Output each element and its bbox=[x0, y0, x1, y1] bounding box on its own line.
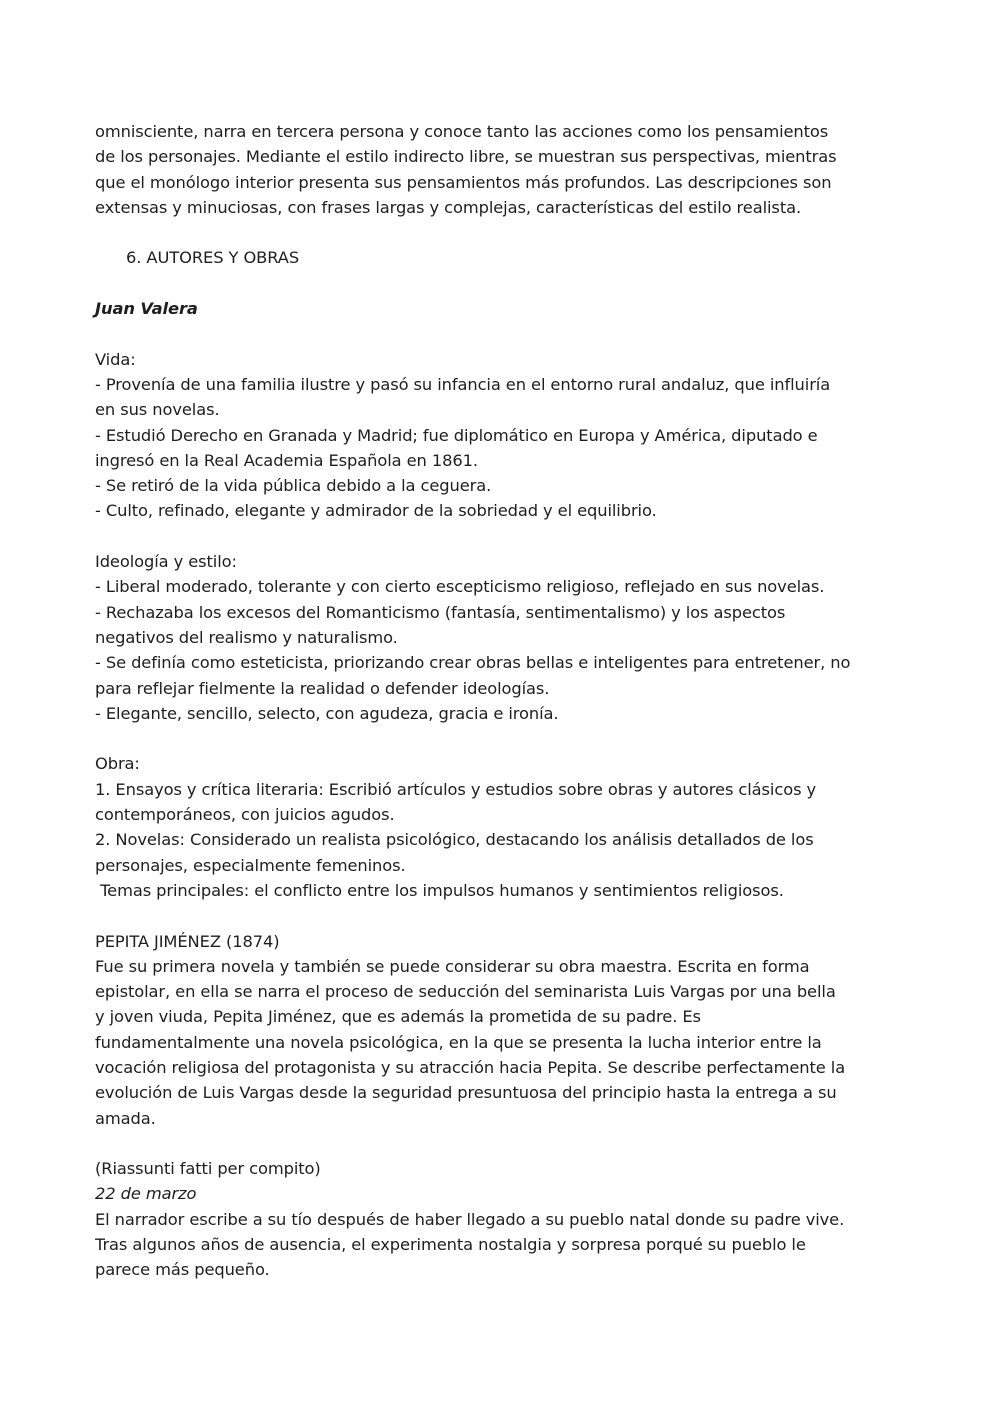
pepita-title: PEPITA JIMÉNEZ (1874) bbox=[95, 931, 280, 951]
entry-date: 22 de marzo bbox=[95, 1184, 197, 1204]
text-line: de los personajes. Mediante el estilo indirecto libre, se muestran sus perspectivas, mientras bbox=[95, 147, 837, 167]
obra-section bbox=[95, 751, 915, 903]
spacer bbox=[95, 321, 915, 346]
section-heading: 6. AUTORES Y OBRAS bbox=[126, 248, 300, 268]
text-line: negativos del realismo y naturalismo. bbox=[95, 627, 398, 647]
ideologia-title: Ideología y estilo: bbox=[95, 552, 237, 572]
intro-paragraph bbox=[95, 119, 915, 220]
text-line: contemporáneos, con juicios agudos. bbox=[95, 805, 395, 825]
text-line: - Rechazaba los excesos del Romanticismo (fantasía, sentimentalismo) y los aspectos bbox=[95, 602, 786, 622]
ideologia-section bbox=[95, 549, 915, 726]
text-line: - Provenía de una familia ilustre y pasó su infancia en el entorno rural andaluz, que influiría bbox=[95, 374, 831, 394]
text-line: - Elegante, sencillo, selecto, con agudeza, gracia e ironía. bbox=[95, 703, 559, 723]
riassunti-section bbox=[95, 1156, 915, 1282]
text-line: - Culto, refinado, elegante y admirador de la sobriedad y el equilibrio. bbox=[95, 501, 657, 521]
text-line: vocación religiosa del protagonista y su atracción hacia Pepita. Se describe perfectamente la bbox=[95, 1057, 846, 1077]
spacer bbox=[95, 271, 915, 296]
text-line: en sus novelas. bbox=[95, 400, 220, 420]
text-line: 2. Novelas: Considerado un realista psicológico, destacando los análisis detallados de los bbox=[95, 830, 814, 850]
text-line: fundamentalmente una novela psicológica, en la que se presenta la lucha interior entre la bbox=[95, 1032, 822, 1052]
spacer bbox=[95, 726, 915, 751]
text-line: Fue su primera novela y también se puede considerar su obra maestra. Escrita en forma bbox=[95, 956, 810, 976]
text-line: ingresó en la Real Academia Española en 1861. bbox=[95, 450, 478, 470]
text-line: - Estudió Derecho en Granada y Madrid; fue diplomático en Europa y América, diputado e bbox=[95, 425, 818, 445]
spacer bbox=[95, 1131, 915, 1156]
text-line: evolución de Luis Vargas desde la seguridad presuntuosa del principio hasta la entrega a su bbox=[95, 1083, 837, 1103]
text-line: - Liberal moderado, tolerante y con cierto escepticismo religioso, reflejado en sus novelas. bbox=[95, 577, 825, 597]
text-line: omnisciente, narra en tercera persona y conoce tanto las acciones como los pensamientos bbox=[95, 122, 829, 141]
text-line: - Se definía como esteticista, priorizando crear obras bellas e inteligentes para entretener, no bbox=[95, 653, 851, 673]
pepita-section bbox=[95, 929, 915, 1131]
text-line: parece más pequeño. bbox=[95, 1260, 270, 1280]
spacer bbox=[95, 220, 915, 245]
text-line: para reflejar fielmente la realidad o defender ideologías. bbox=[95, 678, 550, 698]
obra-title: Obra: bbox=[95, 754, 140, 774]
text-line: y joven viuda, Pepita Jiménez, que es además la prometida de su padre. Es bbox=[95, 1007, 701, 1027]
text-line: El narrador escribe a su tío después de haber llegado a su pueblo natal donde su padre vive. bbox=[95, 1209, 845, 1229]
vida-section bbox=[95, 347, 915, 524]
author-name: Juan Valera bbox=[95, 299, 198, 319]
text-line: - Se retiró de la vida pública debido a la ceguera. bbox=[95, 476, 492, 496]
riassunti-note: (Riassunti fatti per compito) bbox=[95, 1159, 321, 1179]
spacer bbox=[95, 524, 915, 549]
text-line: extensas y minuciosas, con frases largas y complejas, características del estilo realista. bbox=[95, 197, 802, 217]
text-line: Tras algunos años de ausencia, el experimenta nostalgia y sorpresa porqué su pueblo le bbox=[95, 1235, 806, 1255]
text-line: personajes, especialmente femeninos. bbox=[95, 855, 406, 875]
text-line: amada. bbox=[95, 1108, 156, 1128]
text-line: epistolar, en ella se narra el proceso de seducción del seminarista Luis Vargas por una bella bbox=[95, 982, 836, 1002]
text-line: que el monólogo interior presenta sus pensamientos más profundos. Las descripciones son bbox=[95, 172, 832, 192]
document-page bbox=[95, 119, 915, 1283]
text-line: 1. Ensayos y crítica literaria: Escribió artículos y estudios sobre obras y autores clásicos y bbox=[95, 779, 817, 799]
text-line: Temas principales: el conflicto entre los impulsos humanos y sentimientos religiosos. bbox=[95, 880, 784, 900]
spacer bbox=[95, 903, 915, 928]
vida-title: Vida: bbox=[95, 349, 136, 369]
